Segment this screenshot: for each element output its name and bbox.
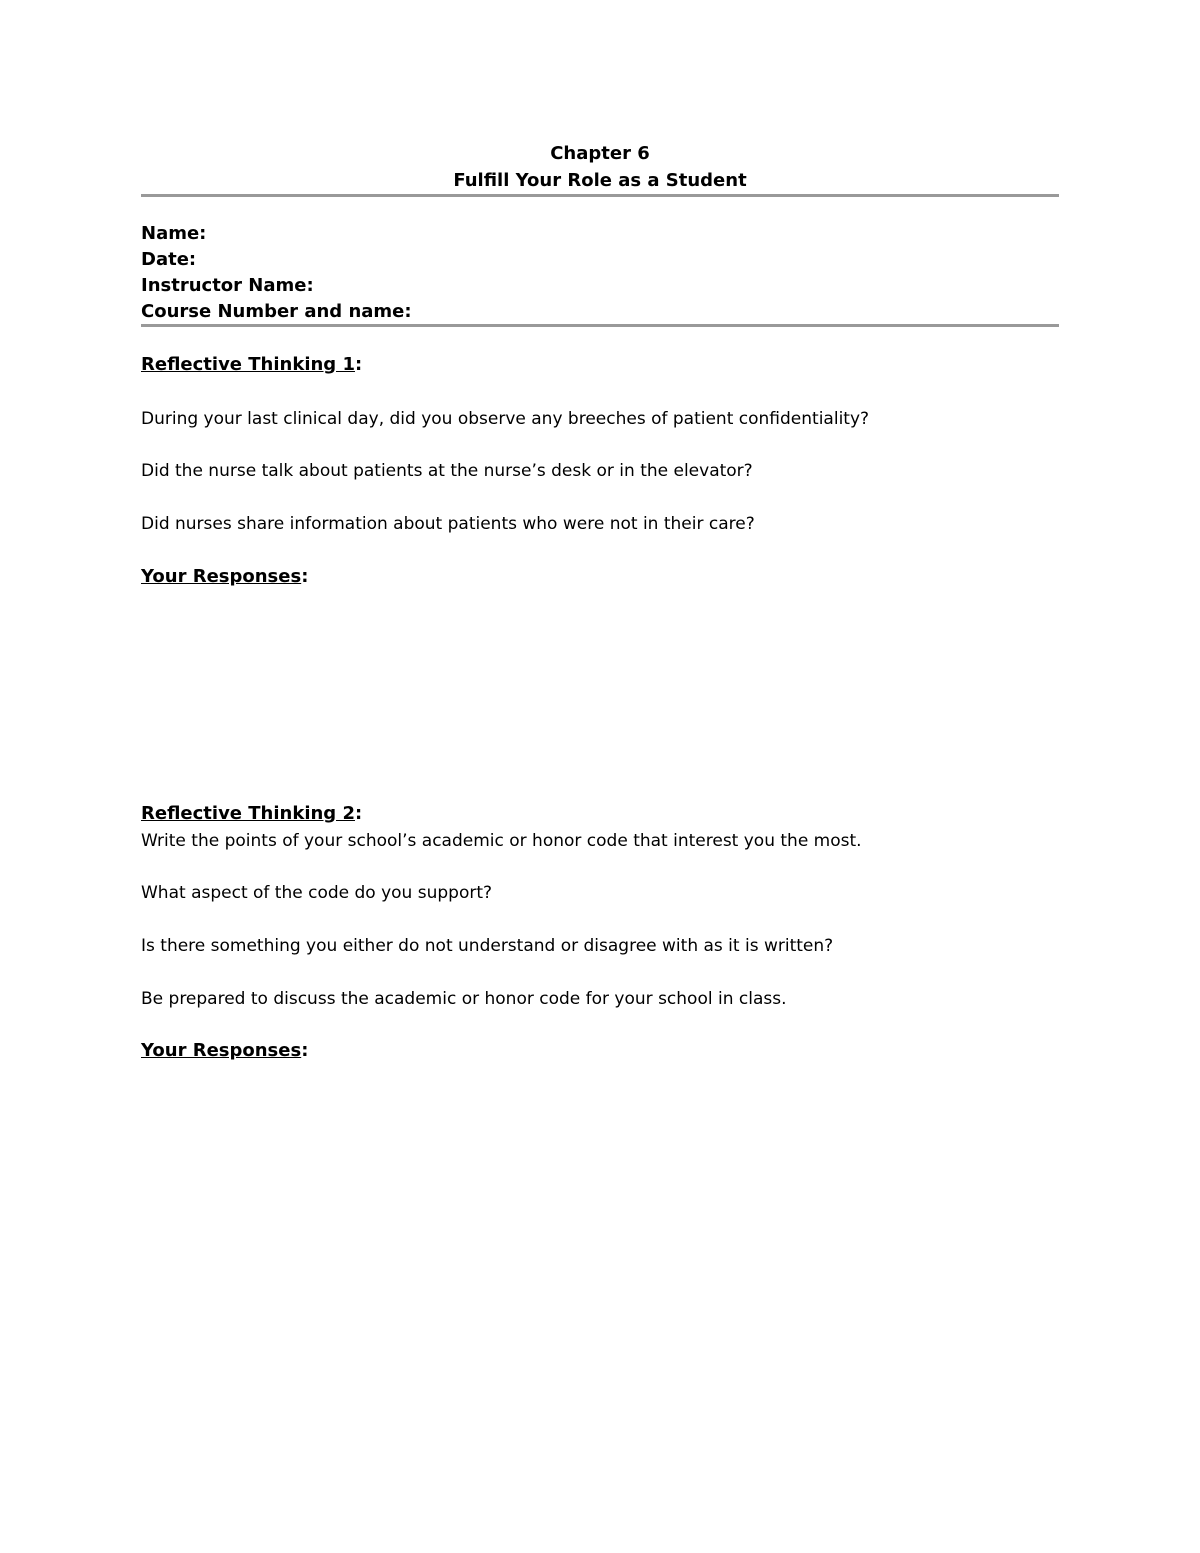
section1-question-3: Did nurses share information about patients who were not in their care? bbox=[141, 514, 755, 534]
section1-responses-text: Your Responses bbox=[141, 566, 302, 587]
section2-question-4: Be prepared to discuss the academic or honor code for your school in class. bbox=[141, 989, 787, 1009]
chapter-title: Chapter 6 bbox=[550, 143, 650, 164]
section2-question-2: What aspect of the code do you support? bbox=[141, 883, 493, 903]
instructor-field-label: Instructor Name: bbox=[141, 275, 314, 296]
section1-heading bbox=[141, 352, 362, 378]
section2-responses-label bbox=[141, 1038, 308, 1064]
section1-responses-colon: : bbox=[301, 566, 309, 587]
section1-responses-label bbox=[141, 564, 308, 590]
section1-heading-text: Reflective Thinking 1 bbox=[141, 354, 355, 375]
fields-divider bbox=[141, 324, 1059, 327]
section2-responses-colon: : bbox=[301, 1040, 309, 1061]
date-field-label: Date: bbox=[141, 249, 197, 270]
section1-question-1: During your last clinical day, did you observe any breeches of patient confidentiality? bbox=[141, 409, 870, 429]
course-field-label: Course Number and name: bbox=[141, 301, 412, 322]
header-divider bbox=[141, 194, 1059, 197]
section1-question-2: Did the nurse talk about patients at the nurse’s desk or in the elevator? bbox=[141, 461, 753, 481]
section1-heading-colon: : bbox=[354, 354, 363, 375]
name-field-label: Name: bbox=[141, 223, 207, 244]
section2-question-3: Is there something you either do not understand or disagree with as it is written? bbox=[141, 936, 834, 956]
section2-heading-colon: : bbox=[354, 803, 363, 824]
chapter-subtitle: Fulfill Your Role as a Student bbox=[453, 170, 747, 191]
section2-responses-text: Your Responses bbox=[141, 1040, 302, 1061]
section2-question-1: Write the points of your school’s academic or honor code that interest you the most. bbox=[141, 831, 862, 851]
section2-heading bbox=[141, 801, 362, 827]
section2-heading-text: Reflective Thinking 2 bbox=[141, 803, 355, 824]
